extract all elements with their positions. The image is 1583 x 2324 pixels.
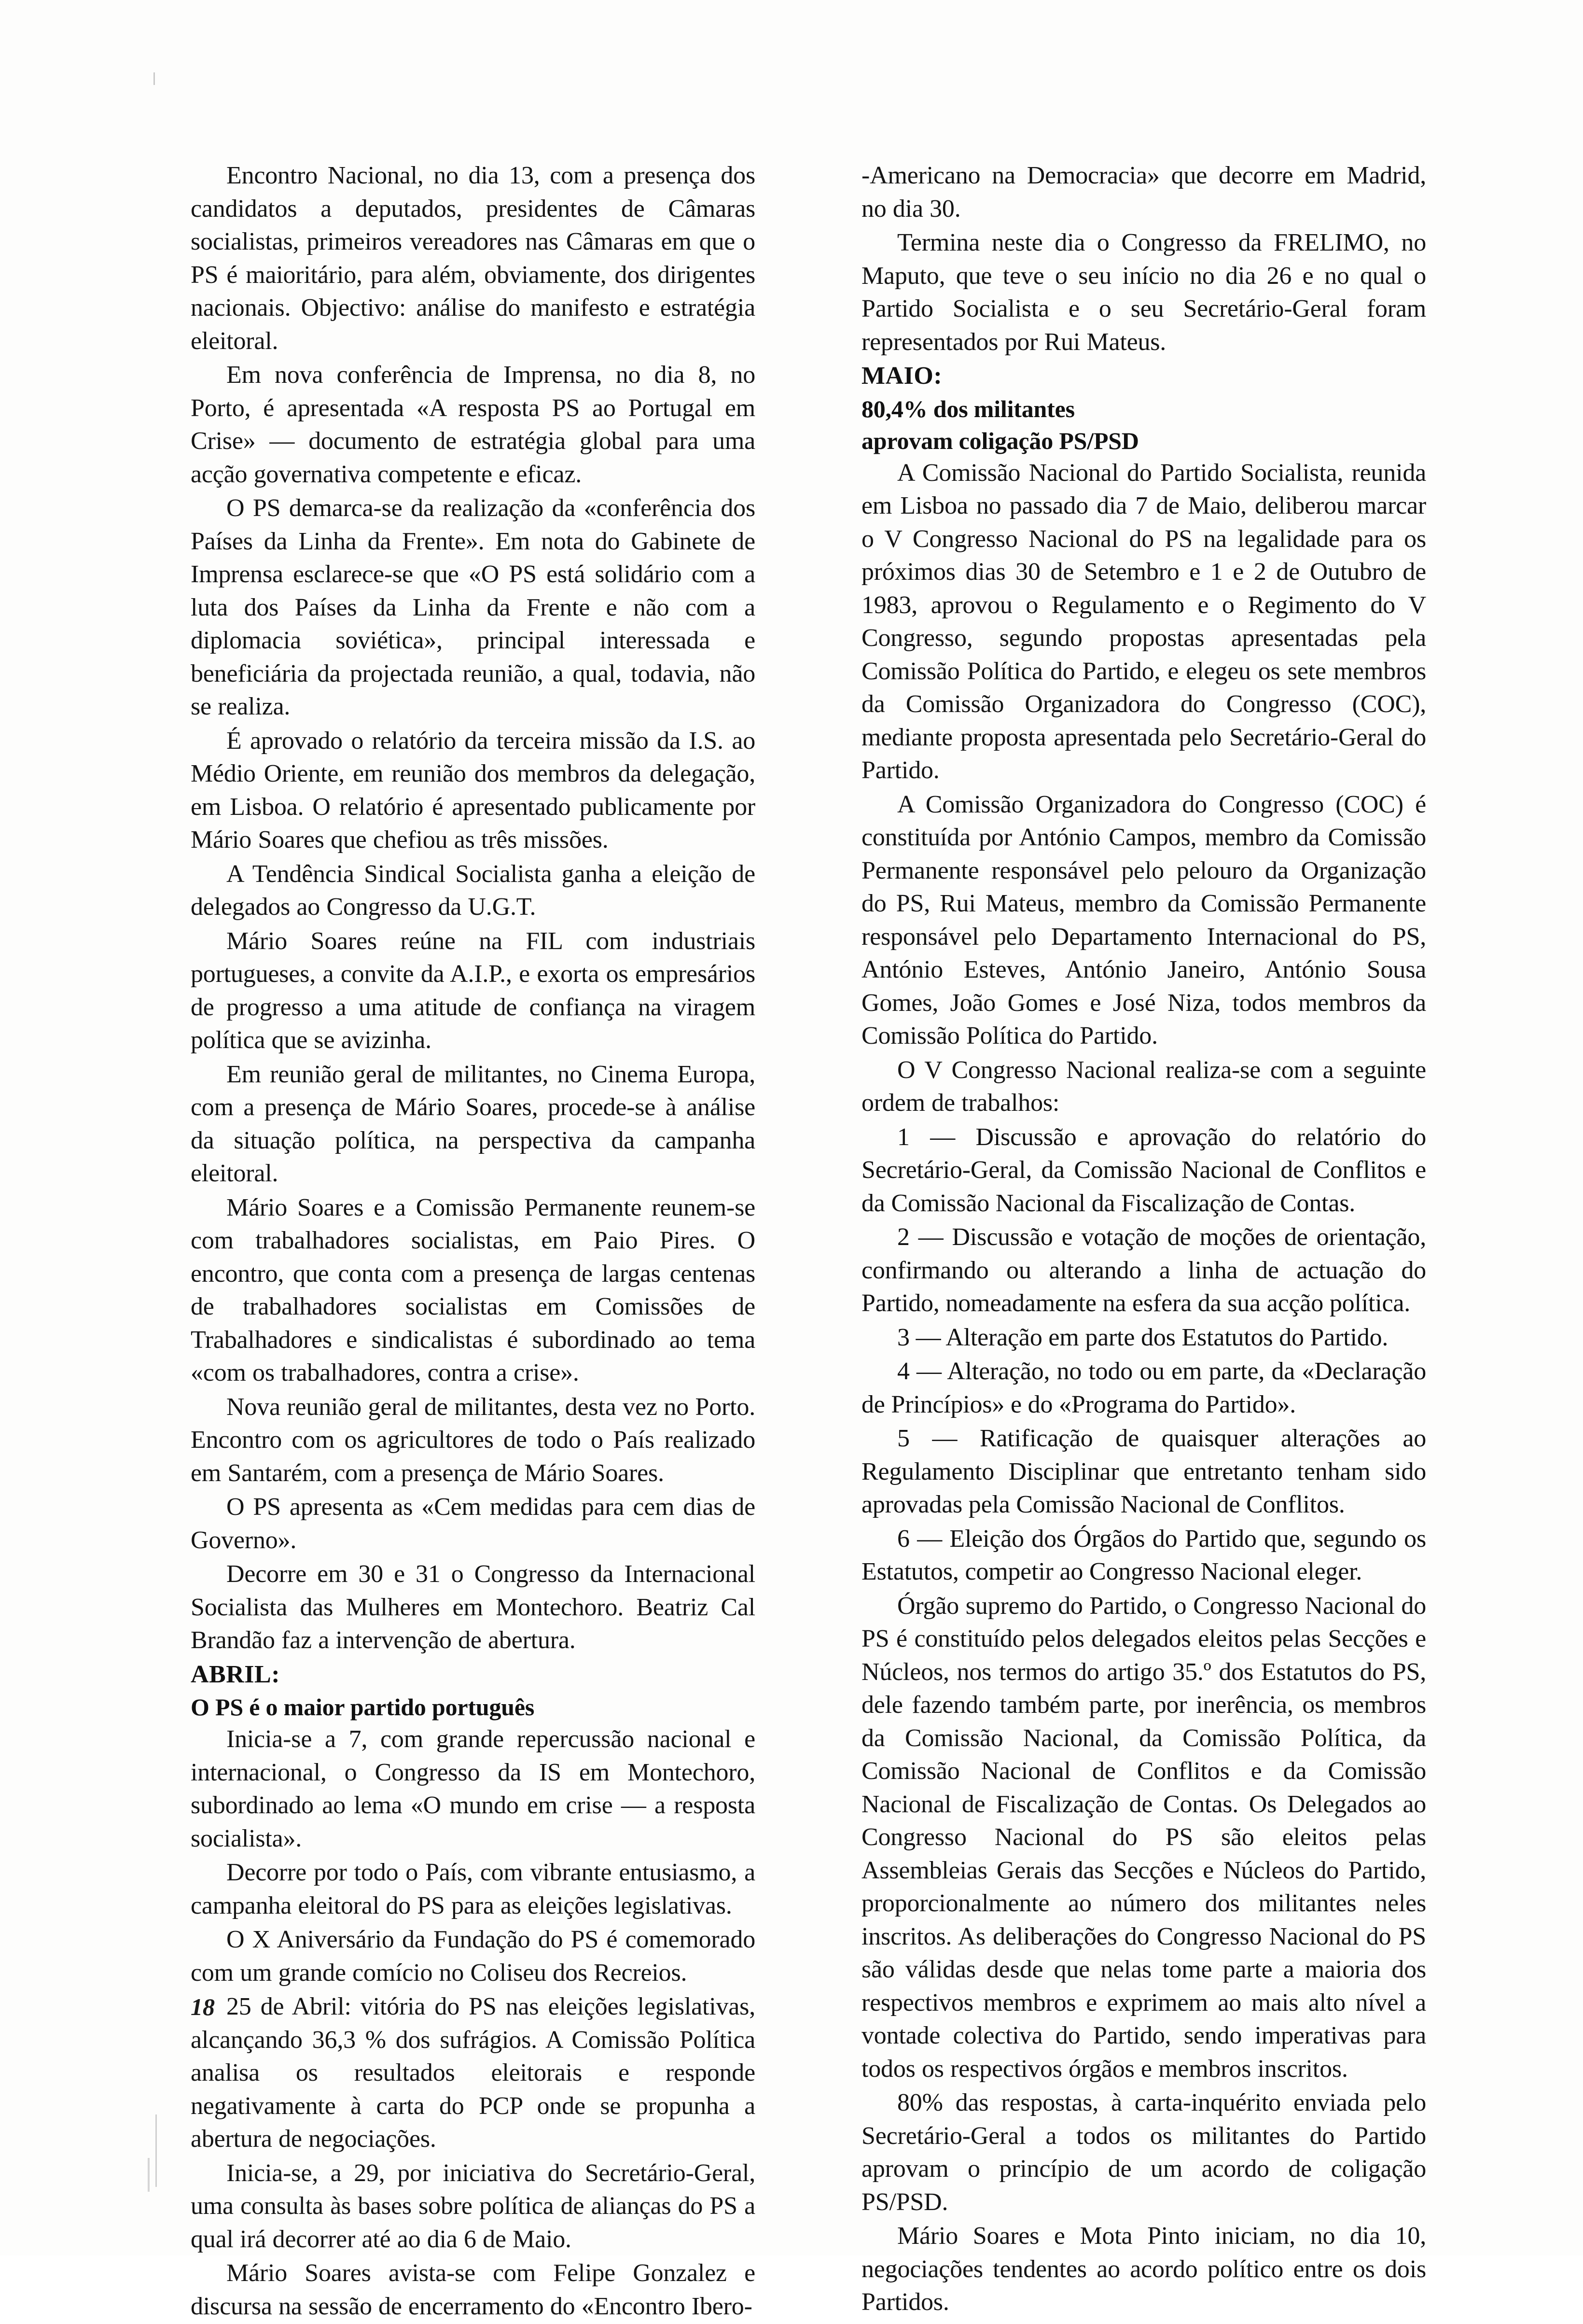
month-heading-abril: ABRIL: xyxy=(191,1660,280,1688)
paragraph: Mário Soares e Mota Pinto iniciam, no dia 10, negociações tendentes ao acordo político entre os dois Partidos. xyxy=(861,2222,1426,2316)
paragraph: Termina neste dia o Congresso da FRELIMO, no Maputo, que teve o seu início no dia 26 e no qual o Partido Socialista e o seu Secretário-Geral foram representados por Rui Mateus. xyxy=(861,229,1426,356)
paragraph: Decorre em 30 e 31 o Congresso da Internacional Socialista das Mulheres em Montechoro. Beatriz Cal Brandão faz a intervenção de abertura. xyxy=(191,1560,755,1654)
paragraph: Mário Soares e a Comissão Permanente reunem-se com trabalhadores socialistas, em Paio Pires. O encontro, que conta com a presença de largas centenas de trabalhadores socialistas em Comissões de Trabalhadores e sindicalistas é subordinado ao tema «com os trabalhadores, contra a crise». xyxy=(191,1193,755,1386)
paragraph: O X Aniversário da Fundação do PS é comemorado com um grande comício no Coliseu dos Recreios. xyxy=(191,1926,755,1987)
page-number: 18 xyxy=(191,1993,215,2020)
right-text-column xyxy=(861,159,1426,2320)
month-heading-maio: MAIO: xyxy=(861,362,943,390)
agenda-item: 6 — Eleição dos Órgãos do Partido que, segundo os Estatutos, competir ao Congresso Nacional eleger. xyxy=(861,1525,1426,1585)
paragraph: O V Congresso Nacional realiza-se com a seguinte ordem de trabalhos: xyxy=(861,1056,1426,1117)
paragraph: Mário Soares reúne na FIL com industriais portugueses, a convite da A.I.P., e exorta os empresários de progresso a uma atitude de confiança na viragem política que se avizinha. xyxy=(191,927,755,1054)
section-subheading-abril: O PS é o maior partido português xyxy=(191,1694,535,1721)
paragraph: Em nova conferência de Imprensa, no dia 8, no Porto, é apresentada «A resposta PS ao Portugal em Crise» — documento de estratégia global para uma acção governativa competente e eficaz. xyxy=(191,361,755,488)
scan-artifact-bottom xyxy=(155,2114,157,2187)
left-text-column xyxy=(191,159,755,2324)
section-subheading-maio-line2: aprovam coligação PS/PSD xyxy=(861,427,1139,454)
paragraph: A Tendência Sindical Socialista ganha a eleição de delegados ao Congresso da U.G.T. xyxy=(191,860,755,921)
agenda-item: 5 — Ratificação de quaisquer alterações ao Regulamento Disciplinar que entretanto tenham sido aprovadas pela Comissão Nacional de Conflitos. xyxy=(861,1425,1426,1518)
paragraph: Decorre por todo o País, com vibrante entusiasmo, a campanha eleitoral do PS para as eleições legislativas. xyxy=(191,1859,755,1919)
paragraph: Inicia-se a 7, com grande repercussão nacional e internacional, o Congresso da IS em Montechoro, subordinado ao lema «O mundo em crise — a resposta socialista». xyxy=(191,1725,755,1852)
paragraph: A Comissão Organizadora do Congresso (COC) é constituída por António Campos, membro da Comissão Permanente responsável pelo pelouro da Organização do PS, Rui Mateus, membro da Comissão Permanente responsável pelo Departamento Internacional do PS, António Esteves, António Janeiro, António Sousa Gomes, João Gomes e José Niza, todos membros da Comissão Política do Partido. xyxy=(861,790,1426,1050)
paragraph: 80% das respostas, à carta-inquérito enviada pelo Secretário-Geral a todos os militantes do Partido aprovam o princípio de um acordo de coligação PS/PSD. xyxy=(861,2089,1426,2216)
paragraph: Encontro Nacional, no dia 13, com a presença dos candidatos a deputados, presidentes de Câmaras socialistas, primeiros vereadores nas Câmaras em que o PS é maioritário, para além, obviamente, dos dirigentes nacionais. Objectivo: análise do manifesto e estratégia eleitoral. xyxy=(191,162,755,355)
paragraph: É aprovado o relatório da terceira missão da I.S. ao Médio Oriente, em reunião dos membros da delegação, em Lisboa. O relatório é apresentado publicamente por Mário Soares que chefiou as três missões. xyxy=(191,727,755,854)
scan-artifact-bottom-secondary xyxy=(148,2158,150,2192)
agenda-item: 2 — Discussão e votação de moções de orientação, confirmando ou alterando a linha de actuação do Partido, nomeadamente na esfera da sua acção política. xyxy=(861,1223,1426,1317)
paragraph: Órgão supremo do Partido, o Congresso Nacional do PS é constituído pelos delegados eleitos pelas Secções e Núcleos, nos termos do artigo 35.º dos Estatutos do PS, dele fazendo também parte, por inerência, os membros da Comissão Nacional, da Comissão Política, da Comissão Nacional de Conflitos e da Comissão Nacional de Fiscalização de Contas. Os Delegados ao Congresso Nacional do PS são eleitos pelas Assembleias Gerais das Secções e Núcleos do Partido, proporcionalmente ao número dos militantes neles inscritos. As deliberações do Congresso Nacional do PS são válidas desde que nelas tome parte a maioria dos respectivos membros e exprimem ao mais alto nível a vontade colectiva do Partido, sendo imperativas para todos os respectivos órgãos e membros inscritos. xyxy=(861,1592,1426,2083)
paragraph: 25 de Abril: vitória do PS nas eleições legislativas, alcançando 36,3 % dos sufrágios. A Comissão Política analisa os resultados eleitorais e responde negativamente à carta do PCP onde se propunha a abertura de negociações. xyxy=(191,1993,755,2153)
paragraph: A Comissão Nacional do Partido Socialista, reunida em Lisboa no passado dia 7 de Maio, deliberou marcar o V Congresso Nacional do PS na legalidade para os próximos dias 30 de Setembro e 1 e 2 de Outubro de 1983, aprovou o Regulamento e o Regimento do V Congresso, segundo propostas apresentadas pela Comissão Política do Partido, e elegeu os sete membros da Comissão Organizadora do Congresso (COC), mediante proposta apresentada pelo Secretário-Geral do Partido. xyxy=(861,459,1426,784)
paragraph: Inicia-se, a 29, por iniciativa do Secretário-Geral, uma consulta às bases sobre política de alianças do PS a qual irá decorrer até ao dia 6 de Maio. xyxy=(191,2159,755,2253)
paragraph: O PS apresenta as «Cem medidas para cem dias de Governo». xyxy=(191,1493,755,1554)
paragraph: Em reunião geral de militantes, no Cinema Europa, com a presença de Mário Soares, procede-se à análise da situação política, na perspectiva da campanha eleitoral. xyxy=(191,1060,755,1187)
agenda-item: 3 — Alteração em parte dos Estatutos do Partido. xyxy=(897,1323,1389,1351)
section-subheading-maio-line1: 80,4% dos militantes xyxy=(861,395,1075,422)
scan-artifact-top xyxy=(153,72,155,85)
agenda-item: 4 — Alteração, no todo ou em parte, da «Declaração de Princípios» e do «Programa do Partido». xyxy=(861,1358,1426,1418)
paragraph: Nova reunião geral de militantes, desta vez no Porto. Encontro com os agricultores de todo o País realizado em Santarém, com a presença de Mário Soares. xyxy=(191,1393,755,1487)
paragraph-continues-next-column: Mário Soares avista-se com Felipe Gonzalez e discursa na sessão de encerramento do «Encontro Ibero- xyxy=(191,2259,755,2320)
paragraph-continued-from-left-column: -Americano na Democracia» que decorre em Madrid, no dia 30. xyxy=(861,162,1426,223)
paragraph: O PS demarca-se da realização da «conferência dos Países da Linha da Frente». Em nota do Gabinete de Imprensa esclarece-se que «O PS está solidário com a luta dos Países da Linha da Frente e não com a diplomacia soviética», principal interessada e beneficiária da projectada reunião, a qual, todavia, não se realiza. xyxy=(191,494,755,720)
agenda-item: 1 — Discussão e aprovação do relatório do Secretário-Geral, da Comissão Nacional de Conflitos e da Comissão Nacional da Fiscalização de Contas. xyxy=(861,1123,1426,1217)
